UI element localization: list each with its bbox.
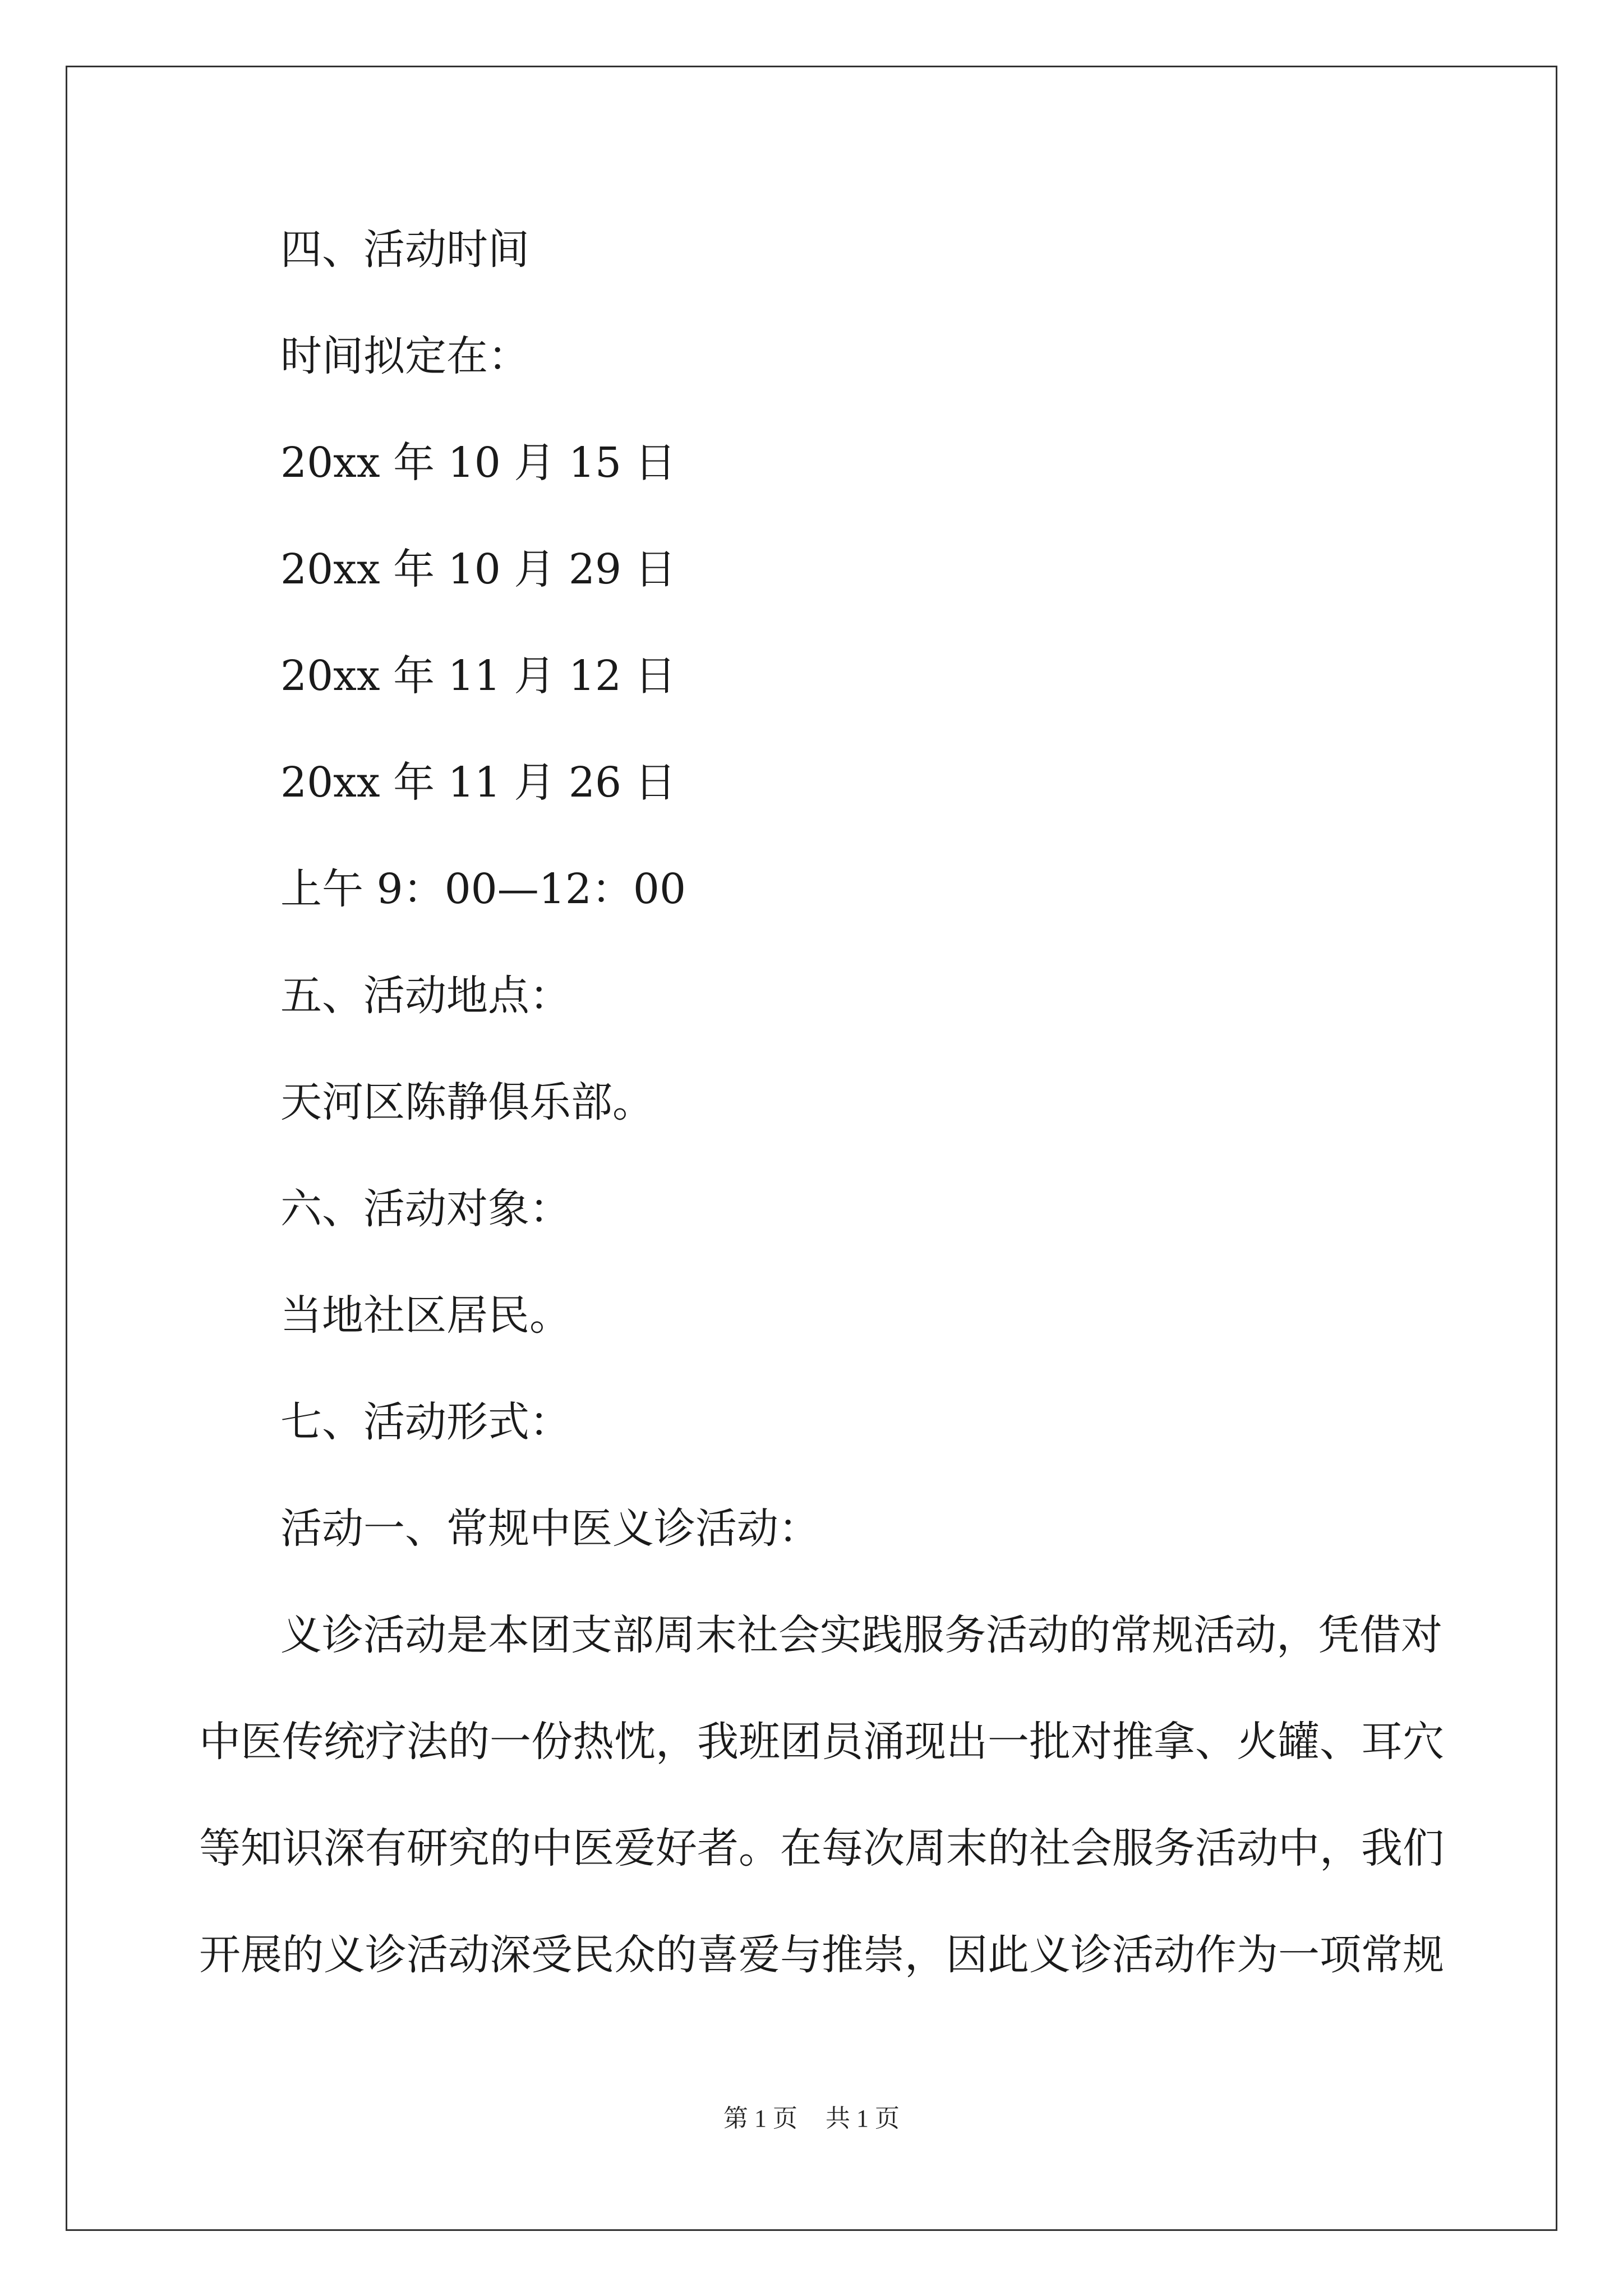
page-total: 共 1 页 bbox=[826, 2105, 900, 2132]
audience-line: 当地社区居民。 bbox=[280, 1291, 571, 1340]
paragraph-line: 开展的义诊活动深受民众的喜爱与推崇，因此义诊活动作为一项常规 bbox=[199, 1931, 1444, 1979]
text-line: 时间拟定在： bbox=[280, 332, 529, 380]
section-heading-location: 五、活动地点： bbox=[280, 972, 571, 1020]
location-line: 天河区陈静俱乐部。 bbox=[280, 1078, 654, 1126]
activity-heading: 活动一、常规中医义诊活动： bbox=[280, 1504, 820, 1553]
paragraph-line: 义诊活动是本团支部周末社会实践服务活动的常规活动，凭借对 bbox=[280, 1611, 1442, 1659]
page-frame bbox=[66, 66, 1557, 2231]
paragraph-line: 中医传统疗法的一份热忱，我班团员涌现出一批对推拿、火罐、耳穴 bbox=[199, 1718, 1444, 1766]
date-line: 20xx 年 10 月 15 日 bbox=[280, 439, 676, 487]
date-line: 20xx 年 11 月 26 日 bbox=[280, 758, 676, 807]
section-heading-time: 四、活动时间 bbox=[280, 226, 529, 274]
date-line: 20xx 年 10 月 29 日 bbox=[280, 545, 676, 593]
page-footer bbox=[0, 2098, 1623, 2134]
section-heading-audience: 六、活动对象： bbox=[280, 1185, 571, 1233]
paragraph-line: 等知识深有研究的中医爱好者。在每次周末的社会服务活动中，我们 bbox=[199, 1824, 1444, 1872]
page-number: 第 1 页 bbox=[723, 2105, 797, 2132]
time-range-line: 上午 9：00—12：00 bbox=[280, 865, 686, 913]
section-heading-format: 七、活动形式： bbox=[280, 1398, 571, 1446]
date-line: 20xx 年 11 月 12 日 bbox=[280, 652, 676, 700]
